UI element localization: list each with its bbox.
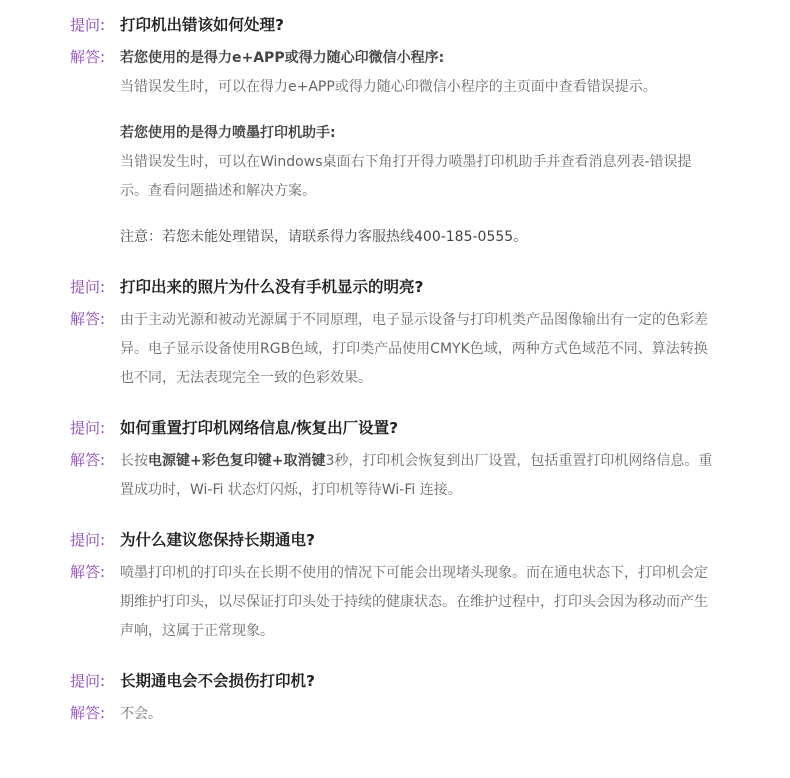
question-row [70,274,790,301]
answer-label: 解答: [70,310,106,328]
answer-note: 注意：若您未能处理错误，请联系得力客服热线400-185-0555。 [120,229,528,245]
key-combination: 电源键+彩色复印键+取消键 [148,453,326,469]
answer-row [70,700,790,729]
answer-paragraph: 当错误发生时，可以在Windows桌面右下角打开得力喷墨打印机助手并查看消息列表-错误提示。查看问题描述和解决方案。 [120,154,692,199]
question-label: 提问: [70,419,106,437]
answer-subtitle: 若您使用的是得力喷墨打印机助手: [120,125,336,141]
question-text: 打印机出错该如何处理? [120,16,284,34]
question-text: 如何重置打印机网络信息/恢复出厂设置? [120,419,399,437]
answer-label: 解答: [70,451,106,469]
answer-text: 由于主动光源和被动光源属于不同原理，电子显示设备与打印机类产品图像输出有一定的色彩差异。电子显示设备使用RGB色域，打印类产品使用CMYK色域，两种方式色域范不同、算法转换也不同，无法表现完全一致的色彩效果。 [120,312,708,386]
answer-text: 喷墨打印机的打印头在长期不使用的情况下可能会出现堵头现象。而在通电状态下，打印机会定期维护打印头，以尽保证打印头处于持续的健康状态。在维护过程中，打印头会因为移动而产生声响，这属于正常现象。 [120,565,708,639]
question-text: 长期通电会不会损伤打印机? [120,672,315,690]
answer-paragraph: 当错误发生时，可以在得力e+APP或得力随心印微信小程序的主页面中查看错误提示。 [120,79,657,95]
answer-prefix: 长按 [120,453,148,469]
answer-label: 解答: [70,704,106,722]
answer-text [120,44,715,252]
question-row [70,668,790,695]
faq-item-3 [70,415,790,505]
answer-label: 解答: [70,563,106,581]
answer-label: 解答: [70,48,106,66]
answer-row [70,306,790,393]
faq-item-2 [70,274,790,393]
answer-text: 不会。 [120,706,162,722]
question-label: 提问: [70,672,106,690]
answer-row [70,447,790,505]
answer-subtitle: 若您使用的是得力e+APP或得力随心印微信小程序: [120,50,445,66]
faq-item-1 [70,12,790,252]
answer-row [70,44,790,252]
answer-row [70,559,790,646]
question-label: 提问: [70,531,106,549]
faq-list [70,12,790,751]
question-text: 打印出来的照片为什么没有手机显示的明亮? [120,278,424,296]
question-label: 提问: [70,278,106,296]
question-text: 为什么建议您保持长期通电? [120,531,315,549]
question-row [70,12,790,39]
question-row [70,415,790,442]
faq-item-4 [70,527,790,646]
question-row [70,527,790,554]
faq-item-5 [70,668,790,729]
answer-suffix: 3秒，打印机会恢复到出厂设置，包括重置打印机网络信息。重置成功时，Wi-Fi 状态灯闪烁，打印机等待Wi-Fi 连接。 [120,453,713,498]
answer-text [120,447,715,505]
question-label: 提问: [70,16,106,34]
